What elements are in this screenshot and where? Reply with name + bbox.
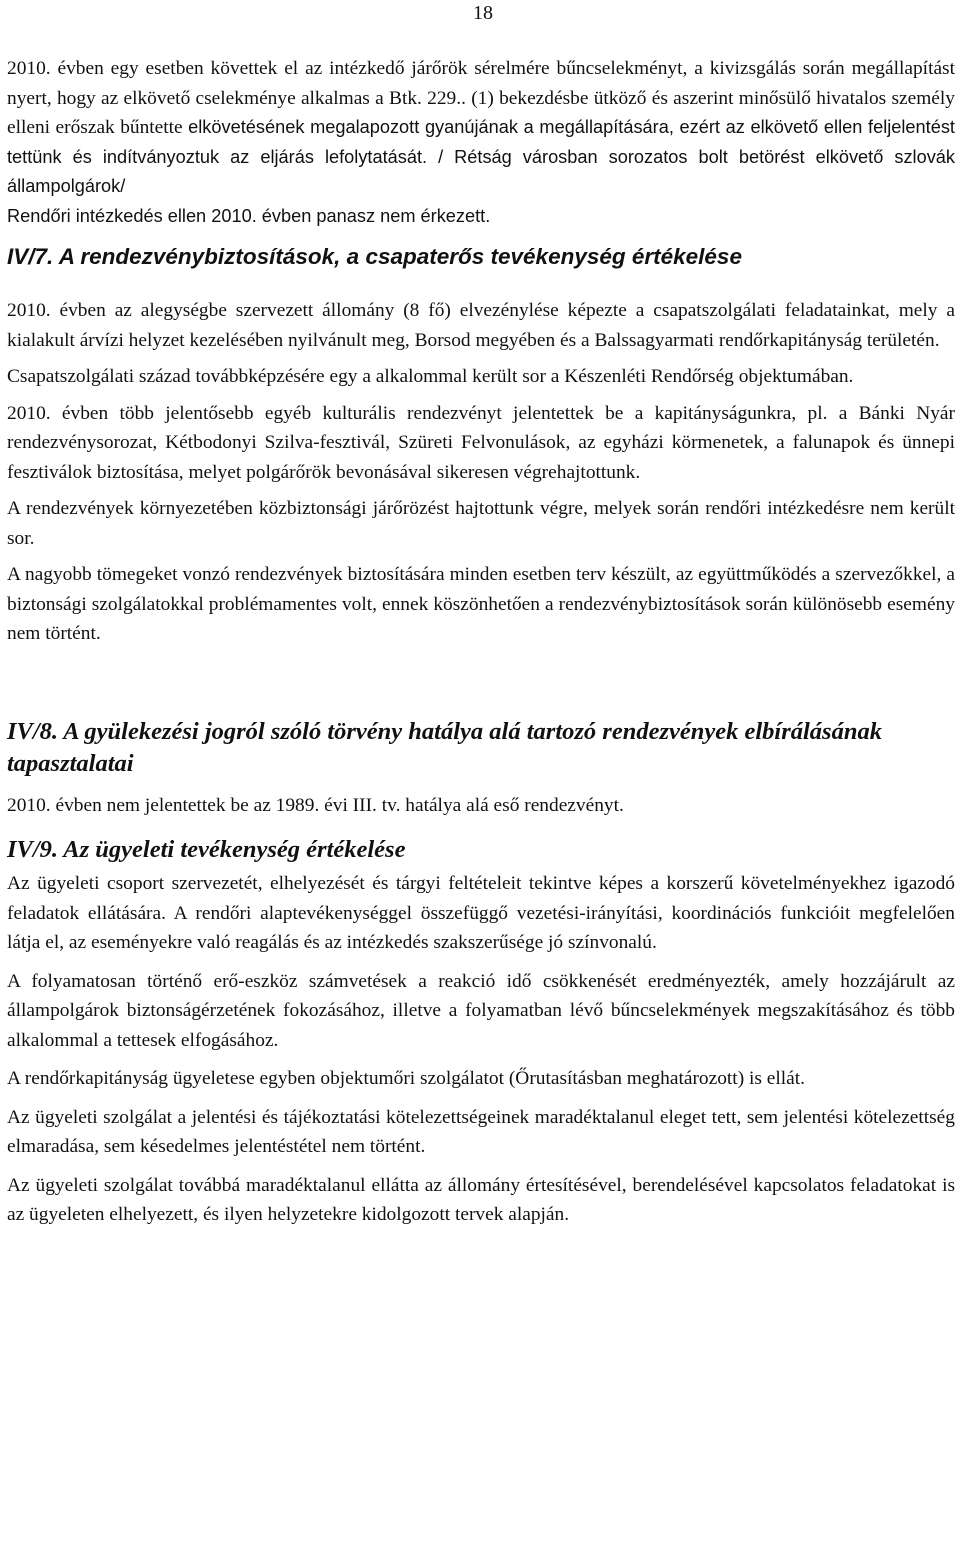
document-body: [7, 54, 955, 1230]
section-7-paragraph: 2010. évben több jelentősebb egyéb kulturális rendezvényt jelentettek be a kapitányságunkra, pl. a Bánki Nyár rendezvénysorozat, Kétbodonyi Szilva-fesztivál, Szüreti Felvonulások, az egyházi körmenetek, a falunapok és ünnepi fesztiválok biztosítása, melyet polgárőrök bevonásával sikeresen végrehajtottunk.: [7, 402, 955, 483]
section-7-paragraph: Csapatszolgálati század továbbképzésére egy a alkalommal került sor a Készenléti Rendőrség objektumában.: [7, 366, 854, 387]
section-9-paragraph: Az ügyeleti csoport szervezetét, elhelyezését és tárgyi feltételeit tekintve képes a korszerű követelményekhez igazodó feladatok ellátására. A rendőri alaptevékenységgel összefüggő vezetési-irányítási, koordinációs funkcióit megfelelően látja el, az eseményekre való reagálás és az intézkedés szakszerűsége jó színvonalú.: [7, 873, 955, 953]
section-9-paragraph: A rendőrkapitányság ügyeletese egyben objektumőri szolgálatot (Őrutasításban meghatározott) is ellát.: [7, 1068, 805, 1089]
intro-text-serif: 2010. évben egy esetben követtek el az intézkedő járőrök sérelmére bűncselekményt, a kivizsgálás során megállapítást nyert, hogy az elkövető cselekménye alkalmas a Btk. 229.. (1) bekezdésbe ütköző és aszerint minősülő hivatalos személy elleni erőszak bűntette: [7, 58, 955, 138]
complaint-paragraph: [7, 202, 955, 232]
intro-paragraph: [7, 54, 955, 202]
section-8-paragraph: 2010. évben nem jelentettek be az 1989. évi III. tv. hatálya alá eső rendezvényt.: [7, 794, 624, 816]
section-7-heading: IV/7. A rendezvénybiztosítások, a csapaterős tevékenység értékelése: [7, 244, 742, 269]
section-9-paragraph: Az ügyeleti szolgálat a jelentési és tájékoztatási kötelezettségeinek maradéktalanul eleget tett, sem jelentési kötelezettség elmaradása, sem késedelmes jelentéstétel nem történt.: [7, 1106, 955, 1157]
section-7-paragraph: A rendezvények környezetében közbiztonsági járőrözést hajtottunk végre, melyek során rendőri intézkedésre nem került sor.: [7, 498, 955, 549]
section-7-paragraph: 2010. évben az alegységbe szervezett állomány (8 fő) elvezénylése képezte a csapatszolgálati feladatainkat, mely a kialakult árvízi helyzet kezelésében nyilvánult meg, Borsod megyében és a Balssagyarmati rendőrkapitányság területén.: [7, 300, 955, 351]
section-7-paragraph: A nagyobb tömegeket vonzó rendezvények biztosítására minden esetben terv készült, az együttműködés a szervezőkkel, a biztonsági szolgálatokkal problémamentes volt, ennek köszönhetően a rendezvénybiztosítások során különösebb esemény nem történt.: [7, 564, 955, 644]
section-8-heading: IV/8. A gyülekezési jogról szóló törvény hatálya alá tartozó rendezvények elbírálásának tapasztalatai: [7, 717, 882, 777]
page-number: 18: [473, 2, 493, 24]
section-9-heading: IV/9. Az ügyeleti tevékenység értékelése: [7, 836, 406, 863]
complaint-text: Rendőri intézkedés ellen 2010. évben panasz nem érkezett.: [7, 205, 491, 226]
section-9-paragraph: A folyamatosan történő erő-eszköz számvetések a reakció idő csökkenését eredményezték, amely hozzájárult az állampolgárok biztonságérzetének fokozásához, illetve a folyamatban lévő bűncselekmények megszakításához és több alkalommal a tettesek elfogásához.: [7, 970, 955, 1051]
intro-text-sans: elkövetésének megalapozott gyanújának a megállapítására, ezért az elkövető ellen feljelentést tettünk és indítványoztuk az eljárás lefolytatását. / Rétság városban sorozatos bolt betörést elkövető szlovák állampolgárok/: [7, 117, 955, 196]
section-9-paragraph: Az ügyeleti szolgálat továbbá maradéktalanul ellátta az állomány értesítésével, berendelésével kapcsolatos feladatokat is az ügyeleten elhelyezett, és ilyen helyzetekre kidolgozott tervek alapján.: [7, 1174, 955, 1225]
